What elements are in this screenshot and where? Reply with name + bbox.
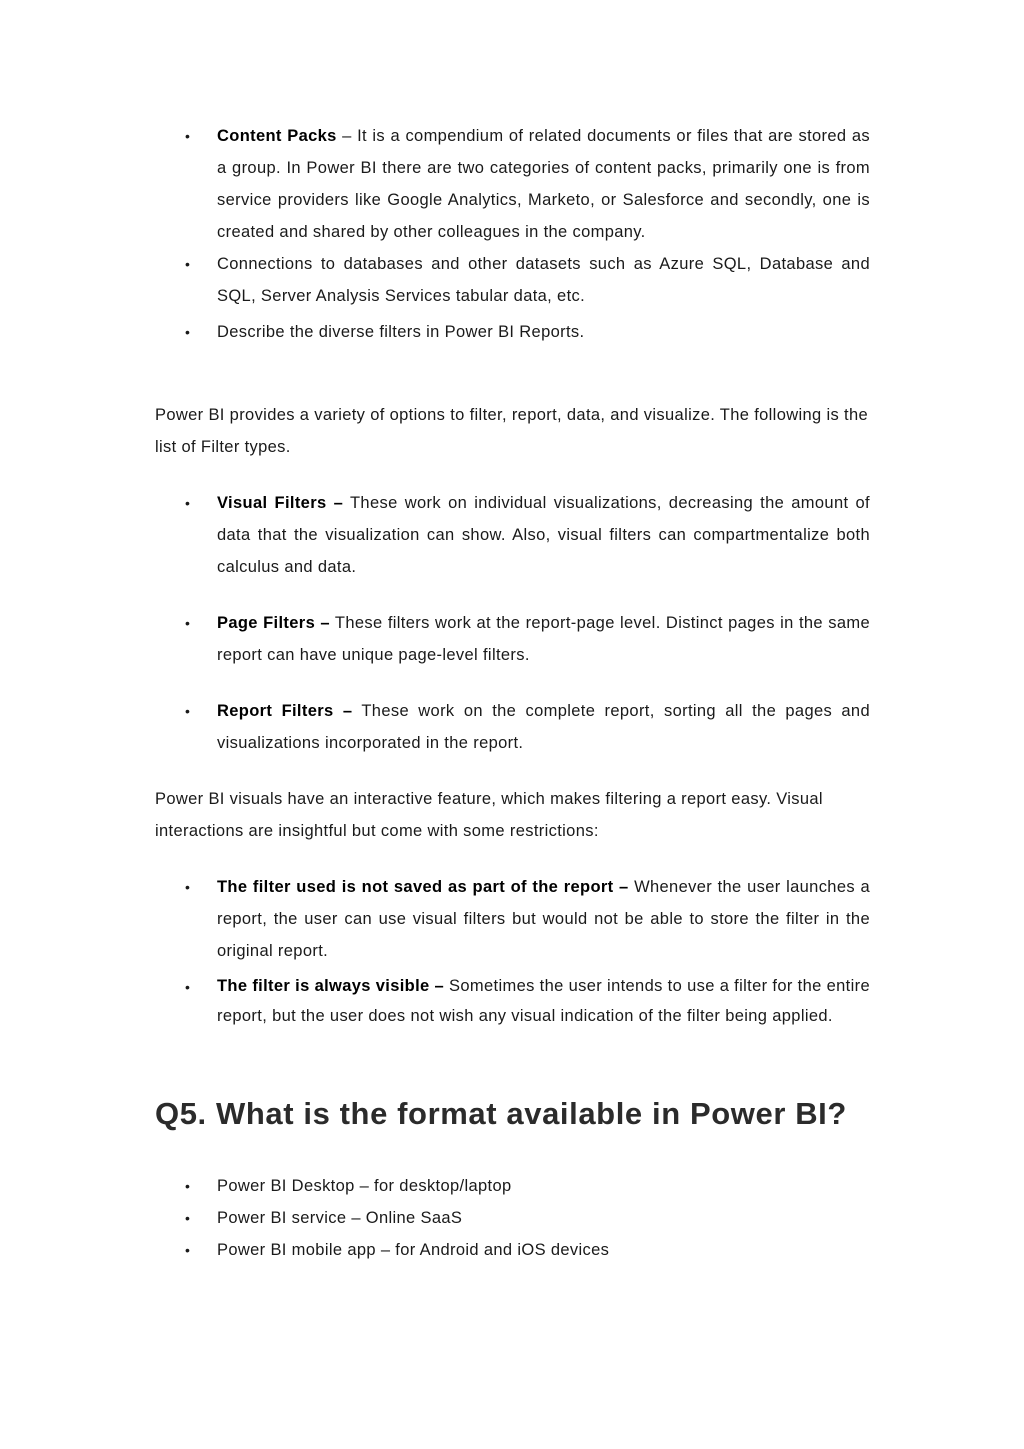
list-item <box>155 120 870 248</box>
bullet-icon: • <box>185 879 191 895</box>
term-description: Sometimes the user intends to use a filter for the entire report, but the user does not wish any visual indication of the filter being applied. <box>217 977 871 1025</box>
list-item <box>155 248 870 312</box>
list-item <box>155 971 870 1031</box>
term-visual-filters: Visual Filters – <box>217 494 344 512</box>
page-filters-list <box>155 607 870 671</box>
term-filter-always-visible: The filter is always visible – <box>217 977 445 995</box>
bullet-icon: • <box>185 128 191 144</box>
term-report-filters: Report Filters – <box>217 702 353 720</box>
formats-list <box>155 1170 870 1266</box>
term-description: These filters work at the report-page level. Distinct pages in the same report can have unique page-level filters. <box>217 614 870 664</box>
term-description: Whenever the user launches a report, the user can use visual filters but would not be able to store the filter in the original report. <box>217 878 870 960</box>
bullet-icon: • <box>185 703 191 719</box>
list-item-text: Connections to databases and other datasets such as Azure SQL, Database and SQL, Server Analysis Services tabular data, etc. <box>217 255 870 305</box>
restrictions-list <box>155 871 870 1031</box>
term-description: These work on the complete report, sorting all the pages and visualizations incorporated in the report. <box>217 702 870 752</box>
term-page-filters: Page Filters – <box>217 614 330 632</box>
list-item <box>155 607 870 671</box>
list-item <box>155 487 870 583</box>
term-filter-not-saved: The filter used is not saved as part of the report – <box>217 878 629 896</box>
list-item-text: Power BI mobile app – for Android and iOS devices <box>217 1241 610 1259</box>
list-item <box>155 1234 870 1266</box>
list-item <box>155 871 870 967</box>
bullet-icon: • <box>185 495 191 511</box>
list-item <box>155 695 870 759</box>
report-filters-list <box>155 695 870 759</box>
list-item-text: Describe the diverse filters in Power BI Reports. <box>217 323 585 341</box>
bullet-icon: • <box>185 1242 191 1258</box>
list-item <box>155 316 870 348</box>
bullet-icon: • <box>185 1178 191 1194</box>
term-content-packs: Content Packs <box>217 127 337 145</box>
section-heading-q5: Q5. What is the format available in Power BI? <box>155 1096 847 1131</box>
list-item-text: Power BI Desktop – for desktop/laptop <box>217 1177 512 1195</box>
term-description: These work on individual visualizations, decreasing the amount of data that the visualization can show. Also, visual filters can compartmentalize both calculus and data. <box>217 494 870 576</box>
list-item-text: Power BI service – Online SaaS <box>217 1209 463 1227</box>
bullet-icon: • <box>185 256 191 272</box>
list-item <box>155 1202 870 1234</box>
bullet-icon: • <box>185 979 191 995</box>
list-item <box>155 1170 870 1202</box>
bullet-icon: • <box>185 324 191 340</box>
visual-filters-list <box>155 487 870 583</box>
content-packs-list <box>155 120 870 348</box>
filter-intro-paragraph: Power BI provides a variety of options to filter, report, data, and visualize. The following is the list of Filter types. <box>155 406 869 456</box>
interactions-paragraph: Power BI visuals have an interactive feature, which makes filtering a report easy. Visual interactions are insightful but come with some restrictions: <box>155 790 823 840</box>
bullet-icon: • <box>185 1210 191 1226</box>
bullet-icon: • <box>185 615 191 631</box>
term-description: – It is a compendium of related documents or files that are stored as a group. In Power BI there are two categories of content packs, primarily one is from service providers like Google Analytics, Marketo, or Salesforce and secondly, one is created and shared by other colleagues in the company. <box>217 127 871 241</box>
